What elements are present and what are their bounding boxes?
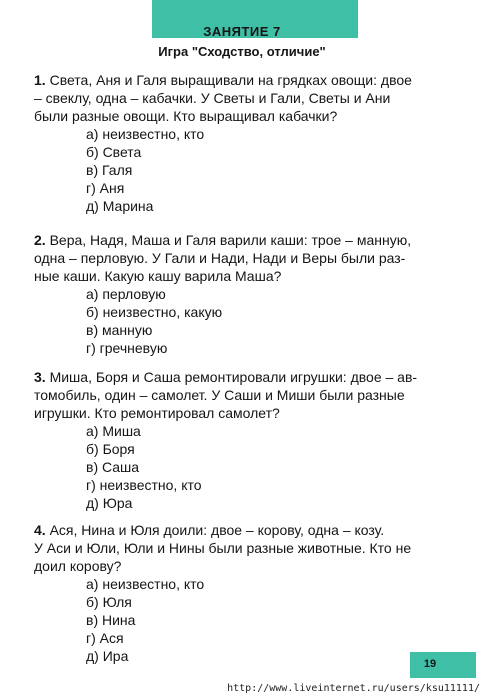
answer-option: г) Аня	[86, 180, 125, 196]
task-line: – свеклу, одна – кабачки. У Светы и Гали, Светы и Ани	[34, 90, 391, 106]
source-url: http://www.liveinternet.ru/users/ksu11111/	[227, 683, 480, 694]
task-number: 1.	[34, 72, 46, 88]
answer-option: в) Галя	[86, 162, 133, 178]
answer-options	[34, 285, 454, 357]
answer-option: в) Нина	[86, 612, 136, 628]
answer-options	[34, 422, 454, 512]
task-number: 4.	[34, 522, 46, 538]
task-4	[34, 521, 454, 665]
task-3	[34, 368, 454, 512]
task-text	[34, 71, 454, 125]
answer-option: б) Боря	[86, 441, 135, 457]
answer-option: д) Марина	[86, 198, 154, 214]
answer-option: б) Юля	[86, 594, 132, 610]
answer-option: д) Ира	[86, 648, 129, 664]
answer-option: а) перловую	[86, 286, 166, 302]
answer-option: г) гречневую	[86, 340, 168, 356]
task-1	[34, 71, 454, 215]
page-number: 19	[423, 658, 437, 670]
task-line: Света, Аня и Галя выращивали на грядках овощи: двое	[49, 72, 412, 88]
answer-option: а) Миша	[86, 423, 141, 439]
task-line: Вера, Надя, Маша и Галя варили каши: трое – манную,	[49, 232, 412, 248]
answer-options	[34, 125, 454, 215]
task-line: одна – перловую. У Гали и Нади, Нади и Веры были раз-	[34, 250, 406, 266]
answer-option: а) неизвестно, кто	[86, 126, 205, 142]
task-line: Миша, Боря и Саша ремонтировали игрушки: двое – ав-	[49, 369, 418, 385]
answer-option: г) неизвестно, кто	[86, 477, 202, 493]
answer-option: в) Саша	[86, 459, 140, 475]
task-text	[34, 368, 454, 422]
answer-option: б) Света	[86, 144, 142, 160]
answer-options	[34, 575, 454, 665]
task-line: Ася, Нина и Юля доили: двое – корову, одна – козу.	[49, 522, 385, 538]
task-number: 2.	[34, 232, 46, 248]
answer-option: в) манную	[86, 322, 153, 338]
task-text	[34, 521, 454, 575]
answer-option: г) Ася	[86, 630, 124, 646]
task-line: ные каши. Какую кашу варила Маша?	[34, 268, 282, 284]
task-2	[34, 231, 454, 357]
task-line: доил корову?	[34, 558, 122, 574]
answer-option: а) неизвестно, кто	[86, 576, 205, 592]
task-number: 3.	[34, 369, 46, 385]
task-line: были разные овощи. Кто выращивал кабачки?	[34, 108, 338, 124]
lesson-label: ЗАНЯТИЕ 7	[203, 24, 281, 39]
game-title: Игра "Сходство, отличие"	[158, 44, 326, 59]
task-text	[34, 231, 454, 285]
answer-option: б) неизвестно, какую	[86, 304, 223, 320]
answer-option: д) Юра	[86, 495, 133, 511]
task-line: У Аси и Юли, Юли и Нины были разные животные. Кто не	[34, 540, 412, 556]
task-line: игрушки. Кто ремонтировал самолет?	[34, 405, 280, 421]
task-line: томобиль, один – самолет. У Саши и Миши были разные	[34, 387, 405, 403]
